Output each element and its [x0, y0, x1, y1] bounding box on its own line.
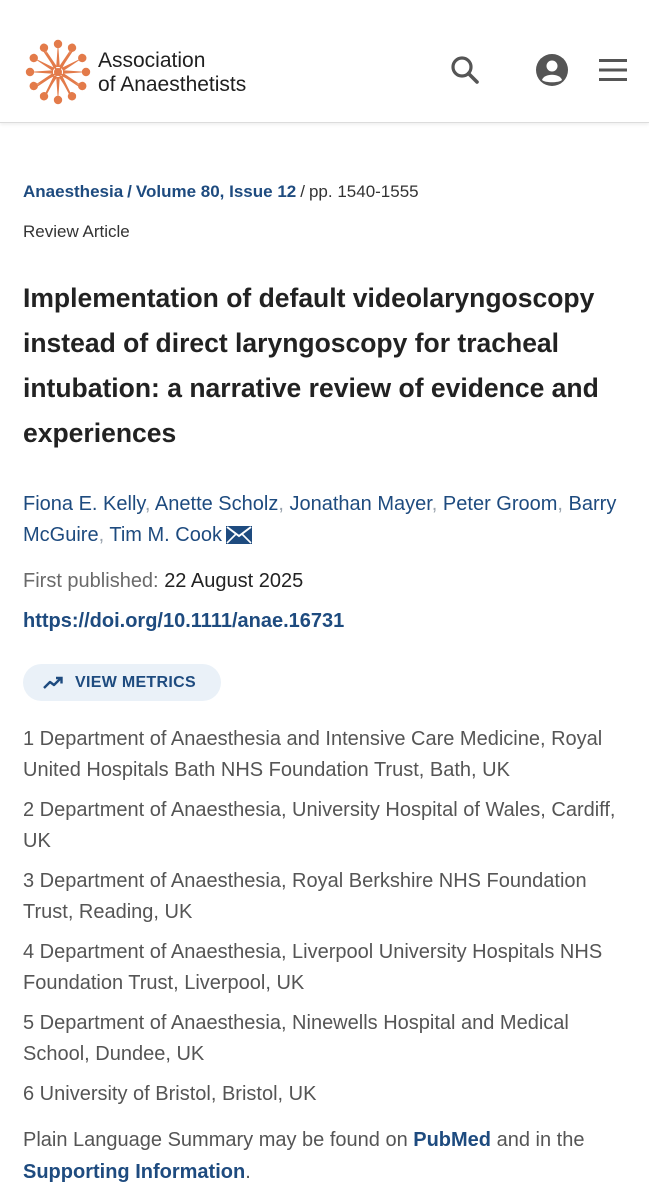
- site-header: [0, 0, 649, 123]
- author-separator: ,: [98, 524, 105, 546]
- plain-summary-period: .: [245, 1161, 251, 1183]
- affiliation-item: 3 Department of Anaesthesia, Royal Berkshire NHS Foundation Trust, Reading, UK: [23, 870, 587, 923]
- first-published-date: 22 August 2025: [164, 570, 304, 592]
- author-link[interactable]: Anette Scholz: [154, 493, 279, 515]
- affiliation-list: [23, 724, 633, 1119]
- breadcrumb-issue-link[interactable]: Volume 80, Issue 12: [135, 182, 297, 201]
- plain-summary-text: and in the: [496, 1129, 585, 1151]
- pubmed-link[interactable]: PubMed: [413, 1129, 492, 1151]
- org-name-line1: Association: [98, 49, 206, 72]
- author-list: [23, 489, 633, 551]
- trending-up-icon: [43, 676, 63, 690]
- breadcrumb-separator: /: [127, 182, 132, 201]
- search-button[interactable]: [447, 52, 483, 88]
- view-metrics-button[interactable]: [23, 664, 221, 701]
- affiliation-item: 6 University of Bristol, Bristol, UK: [23, 1083, 317, 1105]
- breadcrumb-pages: pp. 1540-1555: [308, 182, 419, 201]
- author-link[interactable]: Barry McGuire: [23, 493, 617, 546]
- hamburger-menu-icon: [598, 57, 628, 83]
- author-link[interactable]: Tim M. Cook: [109, 524, 222, 546]
- plain-language-summary: [23, 1124, 633, 1188]
- sunburst-logo-icon[interactable]: [24, 38, 92, 106]
- author-link[interactable]: Peter Groom: [442, 493, 558, 515]
- affiliation-item: 2 Department of Anaesthesia, University Hospital of Wales, Cardiff, UK: [23, 799, 616, 852]
- author-link[interactable]: Fiona E. Kelly: [23, 493, 145, 515]
- affiliation-item: 5 Department of Anaesthesia, Ninewells Hospital and Medical School, Dundee, UK: [23, 1012, 569, 1065]
- affiliation-item: 1 Department of Anaesthesia and Intensive Care Medicine, Royal United Hospitals Bath NHS Foundation Trust, Bath, UK: [23, 728, 603, 781]
- first-published-label: First published:: [23, 570, 159, 592]
- author-separator: ,: [431, 493, 438, 515]
- article-type: Review Article: [23, 222, 130, 241]
- menu-button[interactable]: [595, 52, 631, 88]
- author-separator: ,: [557, 493, 563, 515]
- supporting-information-link[interactable]: Supporting Information: [23, 1161, 246, 1183]
- plain-summary-text: Plain Language Summary may be found on: [23, 1129, 408, 1151]
- org-name-line2: of Anaesthetists: [98, 73, 247, 96]
- email-icon[interactable]: [226, 526, 252, 544]
- breadcrumb-journal-link[interactable]: Anaesthesia: [23, 182, 124, 201]
- search-icon: [449, 54, 481, 86]
- author-link[interactable]: Jonathan Mayer: [289, 493, 432, 515]
- article-title: Implementation of default videolaryngoscopy instead of direct laryngoscopy for tracheal intubation: a narrative review of evidence and experiences: [23, 283, 599, 448]
- account-button[interactable]: [534, 52, 570, 88]
- first-published: [23, 570, 303, 593]
- account-icon: [535, 53, 569, 87]
- affiliation-item: 4 Department of Anaesthesia, Liverpool University Hospitals NHS Foundation Trust, Liverpool, UK: [23, 941, 603, 994]
- view-metrics-label: VIEW METRICS: [75, 673, 196, 691]
- doi-link[interactable]: https://doi.org/10.1111/anae.16731: [23, 610, 345, 632]
- breadcrumb: [23, 181, 419, 203]
- author-separator: ,: [144, 493, 151, 515]
- breadcrumb-separator: /: [300, 182, 305, 201]
- org-name[interactable]: [98, 49, 246, 97]
- author-separator: ,: [278, 493, 284, 515]
